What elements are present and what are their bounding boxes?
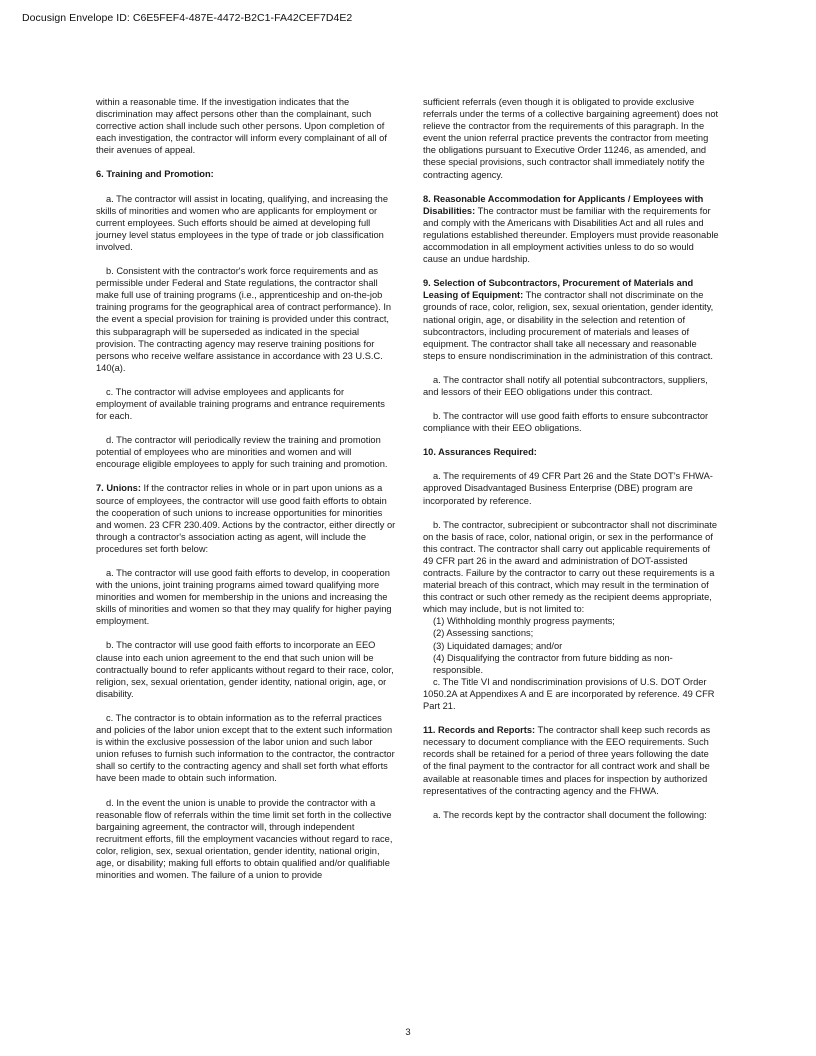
paragraph-10a: a. The requirements of 49 CFR Part 26 and the State DOT’s FHWA-approved Disadvantaged Business Enterprise (DBE) program are incorporated by reference. xyxy=(423,471,713,506)
paragraph-7-text: If the contractor relies in whole or in part upon unions as a source of employees, the contractor will use good faith efforts to obtain the cooperation of such unions to increase opportunities for minorities and women. 23 CFR 230.409. Actions by the contractor, either directly or through a contractor's association acting as agent, will include the procedures set forth below: xyxy=(96,483,396,554)
heading-training-promotion: 6. Training and Promotion: xyxy=(96,169,214,180)
heading-accommodation: 8. Reasonable Accommodation for Applicants / Employees with Disabilities: xyxy=(423,193,704,216)
paragraph-6b: b. Consistent with the contractor's work force requirements and as permissible under Federal and State regulations, the contractor shall make full use of training programs (i.e., apprenticeship and on-the-job training programs for the geographical area of contract performance). In the event a special provision for training is provided under this contract, this subparagraph will be superseded as indicated in the special provision. The contracting agency may reserve training positions for persons who receive welfare assistance in accordance with 23 U.S.C. 140(a). xyxy=(96,266,392,373)
paragraph-7-unions xyxy=(96,482,396,555)
paragraph-11-text: The contractor shall keep such records as necessary to document compliance with the EEO requirements. Such records shall be retained for a period of three years following the date of the final payment to the contractor for all contract work and shall be available at reasonable times and places for inspection by authorized representatives of the contracting agency and the FHWA. xyxy=(423,725,711,796)
paragraph-9b: b. The contractor will use good faith efforts to ensure subcontractor compliance with their EEO obligations. xyxy=(423,411,709,434)
heading-records: 11. Records and Reports: xyxy=(423,725,536,736)
heading-unions: 7. Unions: xyxy=(96,483,141,494)
left-column xyxy=(96,96,396,893)
paragraph-9a: a. The contractor shall notify all potential subcontractors, suppliers, and lessors of their EEO obligations under this contract. xyxy=(423,374,708,397)
list-item-1: (1) Withholding monthly progress payments; xyxy=(433,616,615,627)
paragraph-9-text: The contractor shall not discriminate on the grounds of race, color, religion, sex, sexual orientation, gender identity, national origin, age, or disability in the selection and retention of subcontractors, including procurement of materials and leases of equipment. The contractor shall take all necessary and reasonable steps to ensure nondiscrimination in the administration of this contract. xyxy=(423,290,714,361)
right-column xyxy=(423,96,719,833)
paragraph-11a: a. The records kept by the contractor shall document the following: xyxy=(433,809,707,820)
paragraph-10c: c. The Title VI and nondiscrimination provisions of U.S. DOT Order 1050.2A at Appendixes A and E are incorporated by reference. 49 CFR Part 21. xyxy=(423,676,715,712)
heading-assurances: 10. Assurances Required: xyxy=(423,447,537,458)
paragraph-6a: a. The contractor will assist in locating, qualifying, and increasing the skills of minorities and women who are applicants for employment or current employees. Such efforts should be aimed at developing full journey level status employees in the type of trade or job classification involved. xyxy=(96,193,388,252)
paragraph-6d: d. The contractor will periodically review the training and promotion potential of employees who are minorities and women and will encourage eligible employees to apply for such training and promotion. xyxy=(96,435,388,470)
heading-subcontractors: 9. Selection of Subcontractors, Procurement of Materials and Leasing of Equipment: xyxy=(423,278,694,301)
paragraph-7b: b. The contractor will use good faith efforts to incorporate an EEO clause into each union agreement to the end that such union will be contractually bound to refer applicants without regard to their race, color, religion, sex, sexual orientation, gender identity, national origin, age, or disability. xyxy=(96,640,394,699)
list-item-3: (3) Liquidated damages; and/or xyxy=(433,640,563,651)
paragraph-8-accommodation xyxy=(423,193,719,266)
paragraph-7a: a. The contractor will use good faith efforts to develop, in cooperation with the unions, joint training programs aimed toward qualifying more minorities and women for membership in the unions and increasing the skills of minorities and women so that they may qualify for higher paying employment. xyxy=(96,568,392,627)
paragraph-referrals: sufficient referrals (even though it is obligated to provide exclusive referrals under the terms of a collective bargaining agreement) does not relieve the contractor from the requirements of this paragraph. In the event the union referral practice prevents the contractor from meeting the obligations pursuant to Executive Order 11246, as amended, and these special provisions, such contractor shall immediately notify the contracting agency. xyxy=(423,97,719,180)
envelope-id: Docusign Envelope ID: C6E5FEF4-487E-4472-B2C1-FA42CEF7D4E2 xyxy=(22,12,353,24)
list-item-2: (2) Assessing sanctions; xyxy=(433,628,534,639)
page-number: 3 xyxy=(405,1027,411,1038)
paragraph-10b: b. The contractor, subrecipient or subcontractor shall not discriminate on the basis of race, color, national origin, or sex in the performance of this contract. The contractor shall carry out applicable requirements of 49 CFR part 26 in the award and administration of DOT-assisted contracts. Failure by the contractor to carry out these requirements is a material breach of this contract, which may result in the termination of this contract or such other remedy as the recipient deems appropriate, which may include, but is not limited to: xyxy=(423,519,718,615)
paragraph-8-text: The contractor must be familiar with the requirements for and comply with the Americans with Disabilities Act and all rules and regulations established thereunder. Employers must provide reasonable accommodation in all employment activities unless to do so would cause an undue hardship. xyxy=(423,205,719,265)
paragraph-9-subcontractors xyxy=(423,277,719,362)
paragraph-7d: d. In the event the union is unable to provide the contractor with a reasonable flow of referrals within the time limit set forth in the collective bargaining agreement, the contractor will, through independent recruitment efforts, fill the employment vacancies without regard to race, color, religion, sex, sexual orientation, gender identity, national origin, age, or disability; making full efforts to obtain qualified and/or qualifiable minorities and women. The failure of a union to provide xyxy=(96,797,393,881)
paragraph-investigation: within a reasonable time. If the investigation indicates that the discrimination may affect persons other than the complainant, such corrective action shall include such other persons. Upon completion of each investigation, the contractor will inform every complainant of all of their avenues of appeal. xyxy=(96,97,387,156)
list-item-4: (4) Disqualifying the contractor from future bidding as non-responsible. xyxy=(433,652,673,675)
paragraph-6c: c. The contractor will advise employees and applicants for employment of available training programs and entrance requirements for each. xyxy=(96,386,385,422)
paragraph-7c: c. The contractor is to obtain information as to the referral practices and policies of the labor union except that to the extent such information is within the exclusive possession of the labor union and such labor union refuses to furnish such information to the contractor, the contractor shall so certify to the contracting agency and shall set forth what efforts have been made to obtain such information. xyxy=(96,712,395,784)
paragraph-11-records xyxy=(423,724,719,797)
